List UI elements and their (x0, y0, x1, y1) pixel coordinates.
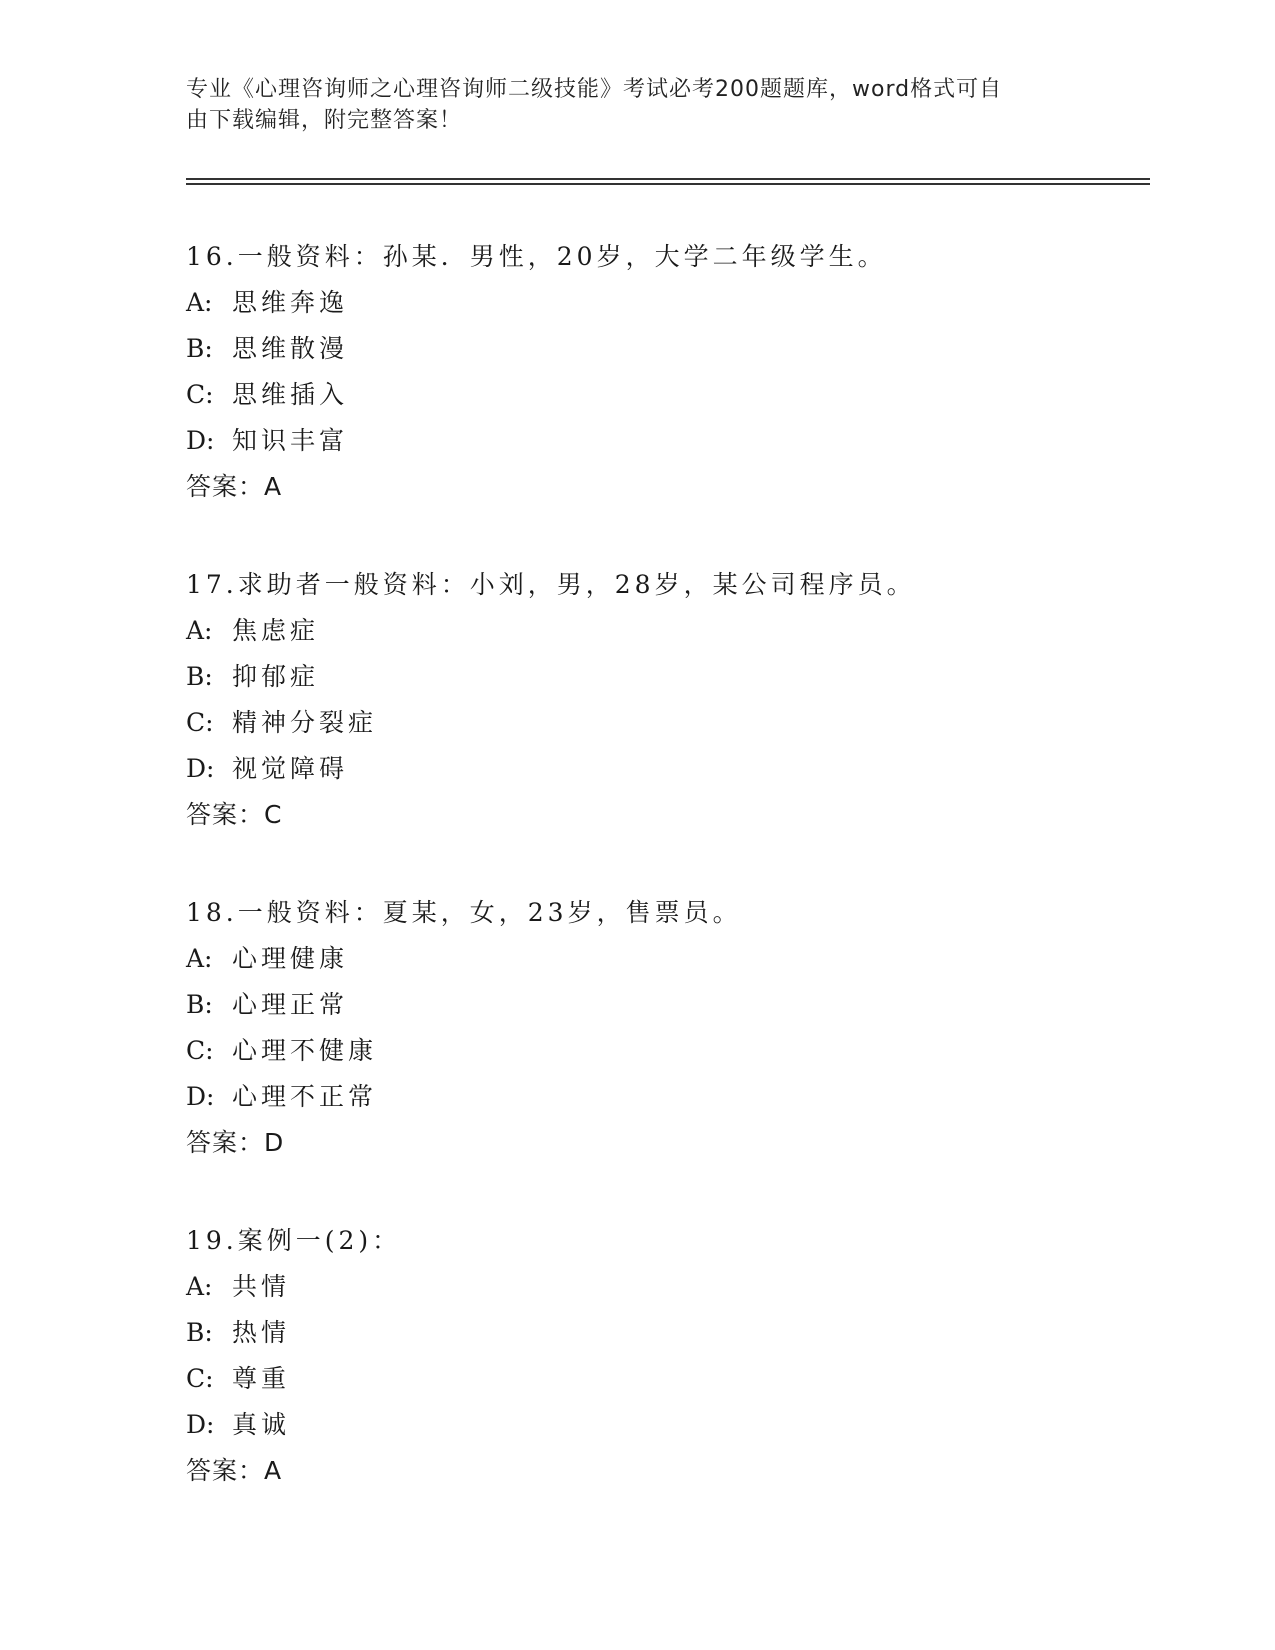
question-16 (186, 234, 1150, 510)
question-18 (186, 890, 1150, 1166)
option-text: 思维散漫 (232, 334, 349, 363)
option-text: 思维插入 (232, 380, 349, 409)
option-letter: B: (186, 1318, 213, 1347)
question-19 (186, 1218, 1150, 1494)
answer-text: 答案：A (186, 1456, 283, 1485)
option-c (186, 372, 1150, 418)
answer-text: 答案：A (186, 472, 283, 501)
option-text: 心理健康 (232, 944, 349, 973)
question-text: 18.一般资料：夏某，女，23岁，售票员。 (186, 898, 742, 927)
option-text: 焦虑症 (232, 616, 320, 645)
option-b (186, 982, 1150, 1028)
option-letter: C: (186, 1364, 214, 1393)
option-c (186, 700, 1150, 746)
header-line-2: 由下载编辑，附完整答案！ (186, 108, 463, 133)
option-letter: A: (186, 944, 213, 973)
option-text: 热情 (232, 1318, 291, 1347)
option-letter: D: (186, 1410, 215, 1439)
option-a (186, 280, 1150, 326)
header-divider-bottom (186, 183, 1150, 185)
option-text: 共情 (232, 1272, 291, 1301)
option-text: 心理正常 (232, 990, 349, 1019)
question-text: 16.一般资料：孙某．男性，20岁，大学二年级学生。 (186, 242, 887, 271)
option-d (186, 418, 1150, 464)
option-b (186, 326, 1150, 372)
option-text: 精神分裂症 (232, 708, 378, 737)
option-text: 心理不健康 (232, 1036, 378, 1065)
option-d (186, 1074, 1150, 1120)
option-text: 思维奔逸 (232, 288, 349, 317)
option-letter: C: (186, 380, 214, 409)
option-text: 抑郁症 (232, 662, 320, 691)
answer-text: 答案：C (186, 800, 283, 829)
option-letter: D: (186, 1082, 215, 1111)
option-a (186, 1264, 1150, 1310)
option-letter: B: (186, 990, 213, 1019)
option-letter: A: (186, 1272, 213, 1301)
question-text: 19.案例一(2)： (186, 1226, 402, 1255)
answer-text: 答案：D (186, 1128, 285, 1157)
question-17 (186, 562, 1150, 838)
header-divider-top (186, 178, 1150, 180)
header-line-1: 专业《心理咨询师之心理咨询师二级技能》考试必考200题题库，word格式可自 (186, 77, 1003, 102)
option-letter: B: (186, 662, 213, 691)
option-c (186, 1356, 1150, 1402)
option-letter: B: (186, 334, 213, 363)
option-letter: C: (186, 1036, 214, 1065)
option-d (186, 1402, 1150, 1448)
option-text: 视觉障碍 (232, 754, 349, 783)
document-header (186, 74, 1066, 136)
option-text: 尊重 (232, 1364, 291, 1393)
option-c (186, 1028, 1150, 1074)
option-a (186, 936, 1150, 982)
option-text: 真诚 (232, 1410, 291, 1439)
option-letter: A: (186, 288, 213, 317)
option-b (186, 1310, 1150, 1356)
option-letter: A: (186, 616, 213, 645)
option-letter: D: (186, 754, 215, 783)
option-letter: C: (186, 708, 214, 737)
option-d (186, 746, 1150, 792)
question-list (186, 234, 1150, 1546)
option-text: 心理不正常 (232, 1082, 378, 1111)
option-text: 知识丰富 (232, 426, 349, 455)
question-text: 17.求助者一般资料：小刘，男，28岁，某公司程序员。 (186, 570, 916, 599)
option-letter: D: (186, 426, 215, 455)
option-b (186, 654, 1150, 700)
option-a (186, 608, 1150, 654)
